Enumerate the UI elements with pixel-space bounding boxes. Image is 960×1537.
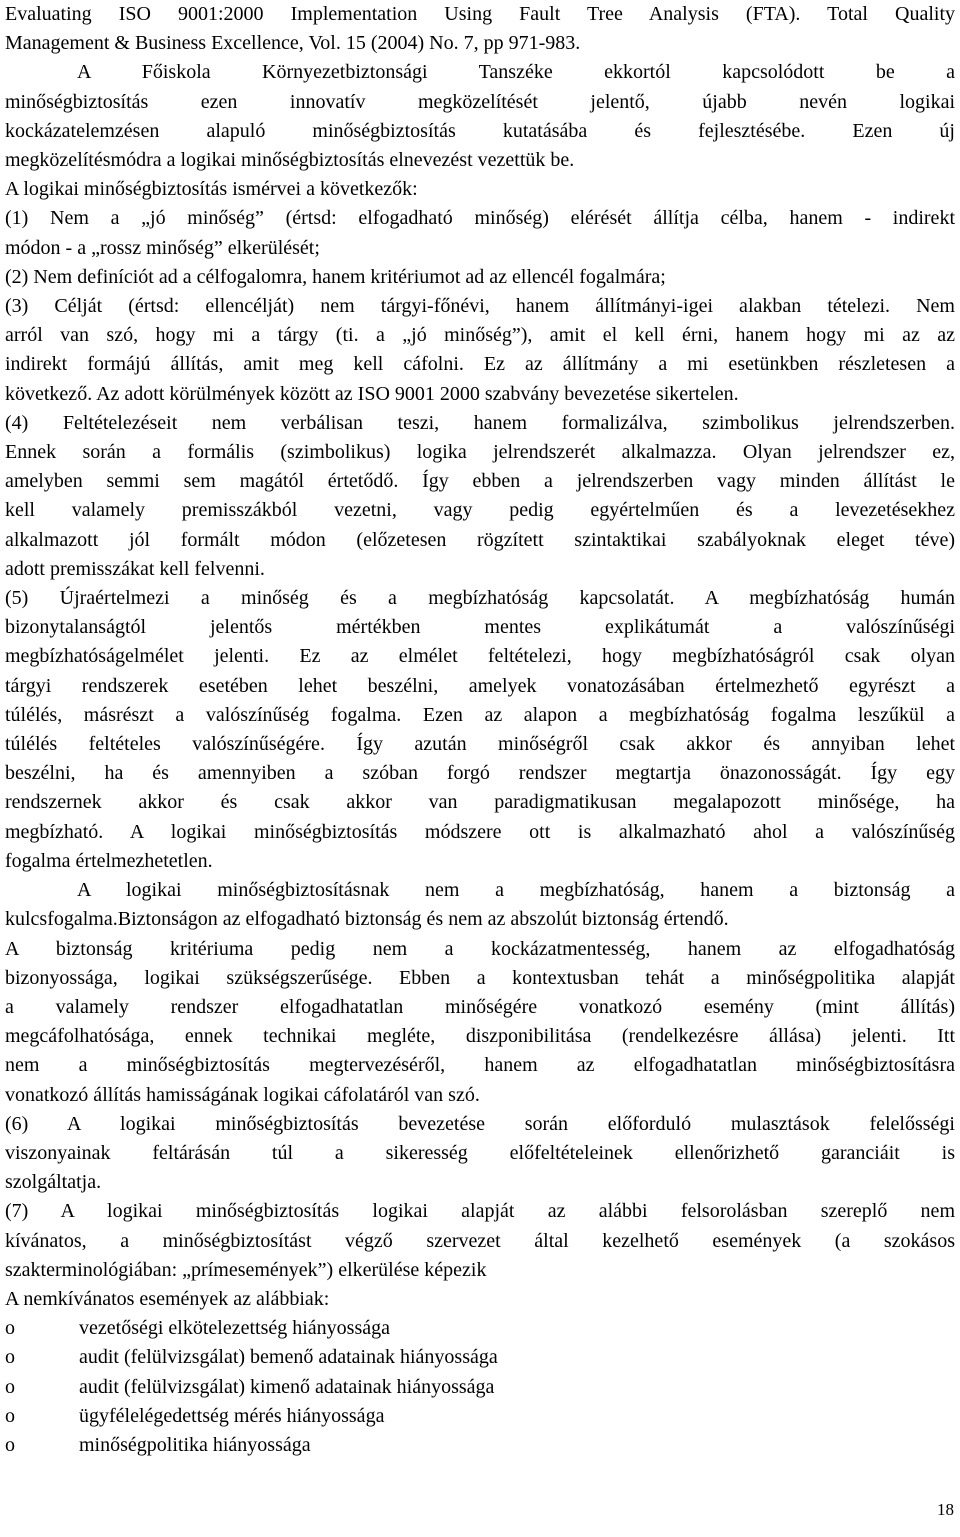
list-item-text: audit (felülvizsgálat) kimenő adatainak hiányossága	[79, 1375, 495, 1398]
text-line: beszélni, ha és amennyiben a szóban forgó rendszer megtartja önazonosságát. Így egy	[5, 762, 955, 785]
text-line: A biztonság kritériuma pedig nem a kockázatmentesség, hanem az elfogadhatóság	[5, 937, 955, 960]
text-line: A nemkívánatos események az alábbiak:	[5, 1287, 330, 1310]
document-body	[5, 0, 955, 1314]
text-line: következő. Az adott körülmények között az ISO 9001 2000 szabvány bevezetése sikertelen.	[5, 382, 739, 405]
text-line: (3) Célját (értsd: ellencélját) nem tárgyi-főnévi, hanem állítmányi-igei alakban tételezi. Nem	[5, 295, 955, 318]
text-line: kockázatelemzésen alapuló minőségbiztosítás kutatásába és fejlesztésébe. Ezen új	[5, 119, 955, 142]
text-line: kulcsfogalma.Biztonságon az elfogadható biztonság és nem az abszolút biztonság értendő.	[5, 908, 729, 931]
text-line: túlélés feltételes valószínűségére. Így azután minőségről csak akkor és annyiban lehet	[5, 733, 955, 756]
text-line: bizonytalanságtól jelentős mértékben mentes explikátumát a valószínűségi	[5, 616, 955, 639]
text-line: megcáfolhatósága, ennek technikai megléte, diszponibilitása (rendelkezésre állása) jelenti. Itt	[5, 1025, 955, 1048]
list-item-text: audit (felülvizsgálat) bemenő adatainak hiányossága	[79, 1346, 498, 1369]
page-number: 18	[937, 1500, 954, 1519]
text-line: A logikai minőségbiztosításnak nem a megbízhatóság, hanem a biztonság a	[77, 879, 955, 902]
list-item	[5, 1343, 955, 1372]
text-line: adott premisszákat kell felvenni.	[5, 557, 265, 580]
text-line: módon - a „rossz minőség” elkerülését;	[5, 236, 320, 259]
text-line: (2) Nem definíciót ad a célfogalomra, hanem kritériumot ad az ellencél fogalmára;	[5, 265, 666, 288]
text-line: amelyben semmi sem magától értetődő. Így ebben a jelrendszerben vagy minden állítást le	[5, 470, 955, 493]
list-item-text: ügyfélelégedettség mérés hiányossága	[79, 1404, 385, 1427]
text-line: (7) A logikai minőségbiztosítás logikai alapját az alábbi felsorolásban szereplő nem	[5, 1200, 955, 1223]
document-page	[5, 0, 955, 1460]
list-item	[5, 1373, 955, 1402]
text-line: indirekt formájú állítás, amit meg kell cáfolni. Ez az állítmány a mi esetünkben részletesen a	[5, 353, 955, 376]
list-item	[5, 1402, 955, 1431]
bullet-marker: o	[5, 1375, 15, 1398]
text-line: (1) Nem a „jó minőség” (értsd: elfogadható minőség) elérését állítja célba, hanem - indirekt	[5, 207, 955, 230]
list-item	[5, 1314, 955, 1343]
text-line: szakterminológiában: „prímesemények”) elkerülése képezik	[5, 1258, 487, 1281]
text-line: fogalma értelmezhetetlen.	[5, 849, 213, 872]
list-item-text: minőségpolitika hiányossága	[79, 1433, 311, 1456]
text-line: viszonyainak feltárásán túl a sikeresség előfeltételeinek ellenőrizhető garanciáit is	[5, 1141, 955, 1164]
text-line: alkalmazott jól formált módon (előzetesen rögzített szintaktikai szabályoknak eleget téve)	[5, 528, 955, 551]
text-line: Management & Business Excellence, Vol. 15 (2004) No. 7, pp 971-983.	[5, 32, 581, 55]
text-line: A Főiskola Környezetbiztonsági Tanszéke ekkortól kapcsolódott be a	[77, 61, 955, 84]
text-line: (6) A logikai minőségbiztosítás bevezetése során előforduló mulasztások felelősségi	[5, 1112, 955, 1135]
bullet-marker: o	[5, 1346, 15, 1369]
text-line: vonatkozó állítás hamisságának logikai cáfolatáról van szó.	[5, 1083, 480, 1106]
text-line: rendszernek akkor és csak akkor van paradigmatikusan megalapozott minősége, ha	[5, 791, 955, 814]
text-line: a valamely rendszer elfogadhatatlan minőségére vonatkozó esemény (mint állítás)	[5, 995, 955, 1018]
text-line: megbízhatóságelmélet jelenti. Ez az elmélet feltételezi, hogy megbízhatóságról csak olyan	[5, 645, 955, 668]
text-line: megbízható. A logikai minőségbiztosítás módszere ott is alkalmazható ahol a valószínűség	[5, 820, 955, 843]
text-line: kívánatos, a minőségbiztosítást végző szervezet által kezelhető események (a szokásos	[5, 1229, 955, 1252]
text-line: arról van szó, hogy mi a tárgy (ti. a „jó minőség”), amit el kell érni, hanem hogy mi az az	[5, 324, 955, 347]
bullet-marker: o	[5, 1404, 15, 1427]
text-line: megközelítésmódra a logikai minőségbiztosítás elnevezést vezettük be.	[5, 149, 575, 172]
text-line: tárgyi rendszerek esetében lehet beszélni, amelyek vonatozásában értelmezhető egyrészt a	[5, 674, 955, 697]
text-line: bizonyossága, logikai szükségszerűsége. Ebben a kontextusban tehát a minőségpolitika alapját	[5, 966, 955, 989]
text-line: (5) Újraértelmezi a minőség és a megbízhatóság kapcsolatát. A megbízhatóság humán	[5, 587, 955, 610]
text-line: túlélés, másrészt a valószínűség fogalma. Ezen az alapon a megbízhatóság fogalma leszűkül a	[5, 703, 955, 726]
text-line: kell valamely premisszákból vezetni, vagy pedig egyértelműen és a levezetésekhez	[5, 499, 955, 522]
text-line: (4) Feltételezéseit nem verbálisan teszi, hanem formalizálva, szimbolikus jelrendszerben.	[5, 411, 955, 434]
undesired-events-list	[5, 1314, 955, 1460]
bullet-marker: o	[5, 1317, 15, 1340]
text-line: nem a minőségbiztosítás megtervezéséről, hanem az elfogadhatatlan minőségbiztosításra	[5, 1054, 955, 1077]
text-line: minőségbiztosítás ezen innovatív megközelítését jelentő, újabb nevén logikai	[5, 90, 955, 113]
bullet-marker: o	[5, 1433, 15, 1456]
list-item-text: vezetőségi elkötelezettség hiányossága	[79, 1317, 390, 1340]
text-line: A logikai minőségbiztosítás ismérvei a következők:	[5, 178, 418, 201]
text-line: szolgáltatja.	[5, 1171, 102, 1194]
text-line: Evaluating ISO 9001:2000 Implementation Using Fault Tree Analysis (FTA). Total Quality	[5, 3, 955, 25]
list-item	[5, 1431, 955, 1460]
text-line: Ennek során a formális (szimbolikus) logika jelrendszerét alkalmazza. Olyan jelrendszer ez,	[5, 441, 955, 464]
